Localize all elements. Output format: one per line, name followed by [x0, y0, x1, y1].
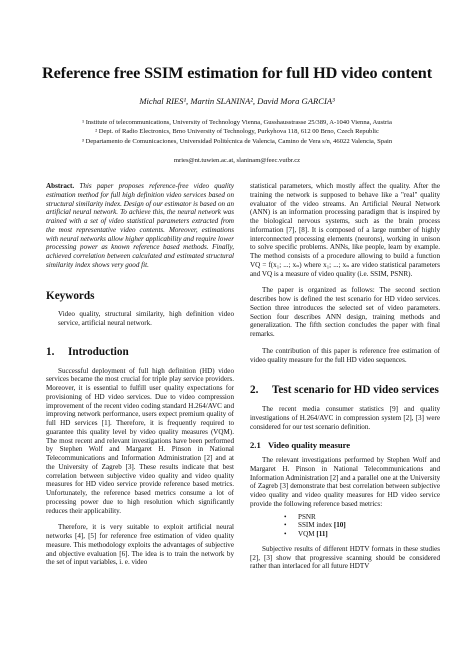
subsection-2-1-heading [250, 441, 440, 450]
right-column [250, 182, 440, 579]
affiliation-1: ¹ Institute of telecommunications, University of Technology Vienna, Gusshausstrasse 25/389, A-1040 Vienna, Austria [82, 119, 392, 126]
section-2-number: 2. [250, 384, 259, 397]
paper-title: Reference free SSIM estimation for full HD video content [41, 64, 432, 82]
left-column [46, 182, 234, 575]
section-1-number: 1. [46, 345, 55, 358]
affiliations [0, 118, 474, 146]
keywords-heading: Keywords [46, 289, 95, 302]
metric-ssim: • SSIM index [10] [298, 521, 440, 530]
subsection-2-1-title: Video quality measure [268, 440, 351, 451]
subsection-2-1-number: 2.1 [250, 440, 261, 451]
metrics-list [250, 513, 440, 539]
intro-paragraph-1: Successful deployment of full high definition (HD) video services became the most crucial for triple play service providers. Moreover, it is essential to fulfill user quality expectations for provisioning of HD video services. Due to video compression improvement of the recent video coding standard H.264/AVC and improving network performance, users expect premium quality of full HD services [1]. Therefore, it is frequently required to guarantee this quality level by video quality measures (VQM). The most recent and relevant investigations have been performed by Stephen Wolf and Margaret H. Pinson in National Telecommunications and Information Administration [2] and at the University of Zagreb [3]. These results indicate that best correlation between subjective video quality and video quality measures for HD video service provide reference based metrics. Unfortunately, the reference based metrics consume a lot of processing power due to high resolution which significantly reduces their applicability. [46, 366, 234, 515]
metric-psnr: • PSNR [298, 513, 440, 522]
abstract-text: This paper proposes reference-free video quality estimation method for full high definition video services based on structural similarity index. Design of our estimator is based on an artificial neural network. To achieve this, the neural network was trained with a set of video statistical parameters extracted from the most representative video contents. Moreover, estimations with neural networks allow higher applicability and require lower processing power as known reference based methods. Finally, achieved correlation between calculated and estimated structural similarity index shows very good fit. [46, 182, 234, 269]
affiliation-3: ³ Departamento de Comunicaciones, Universidad Politécnica de Valencia, Camino de Vera s/n, 46022 Valencia, Spain [81, 137, 393, 145]
author-emails: mries@nt.tuwien.ac.at, slaninam@feec.vutbr.cz [173, 157, 301, 164]
metric-vqm: • VQM [11] [298, 530, 440, 539]
vqm-reference: [11] [316, 530, 328, 538]
author-list: Michal RIES¹, Martin SLANINA², David Mora GARCIA³ [139, 96, 335, 106]
subsection-2-1-paragraph-1: The relevant investigations performed by Stephen Wolf and Margaret H. Pinson in National Telecommunications and Information Administration [2] and a parallel one at the University of Zagreb [3] demonstrate that best correlation between subjective video quality and video quality measures for HD video service provide the following reference based metrics: [250, 456, 440, 508]
section-1-heading [46, 345, 234, 358]
intro-paragraph-3: statistical parameters, which mostly affect the quality. After the training the network is supposed to behave like a "real" quality evaluator of the video streams. An Artificial Neural Network (ANN) is an information processing paradigm that is inspired by the biological nervous systems, such as the brain process information [7], [8]. It is composed of a large number of highly interconnected processing elements (neurons), working in unison to solve specific problems. ANNs, like people, learn by example. The method consists of a procedure allowing to build a function VQ = f(x₁; ...; xₙ) where x₁; ...; xₙ are video statistical parameters and VQ is a measure of video quality (i.e. SSIM, PSNR). [250, 182, 440, 278]
abstract [46, 182, 234, 270]
intro-paragraph-5: The contribution of this paper is reference free estimation of video quality measure for the full HD video sequences. [250, 346, 440, 364]
section-2-paragraph-1: The recent media consumer statistics [9] and quality investigations of H.264/AVC in compression system [2], [3] were considered for our test scenario definition. [250, 405, 440, 431]
section-2-title: Test scenario for HD video services [272, 384, 439, 397]
section-2-heading [250, 386, 440, 395]
ssim-reference: [10] [333, 521, 346, 530]
intro-paragraph-4: The paper is organized as follows: The second section describes how is defined the test scenario for HD video services. Section three introduces the selected set of video parameters. Section four describes ANN design, training methods and generalization. The fifth section concludes the paper with final remarks. [250, 286, 440, 338]
keywords-text: Video quality, structural similarity, high definition video service, artificial neural network. [58, 310, 234, 327]
section-1-title: Introduction [68, 345, 129, 358]
intro-paragraph-2: Therefore, it is very suitable to exploit artificial neural networks [4], [5] for reference free estimation of video quality measure. This methodology exploits the advantages of subjective and objective evaluation [6]. The idea is to train the network by the set of input variables, i. e. video [46, 523, 234, 567]
affiliation-2: ² Dept. of Radio Electronics, Brno University of Technology, Purkyhova 118, 612 00 Brno, Czech Republic [95, 128, 379, 136]
subsection-2-1-paragraph-2: Subjective results of different HDTV formats in these studies [2], [3] show that progressive scanning should be considered rather than interlaced for all future HDTV [250, 544, 440, 571]
abstract-label: Abstract. [46, 182, 75, 190]
